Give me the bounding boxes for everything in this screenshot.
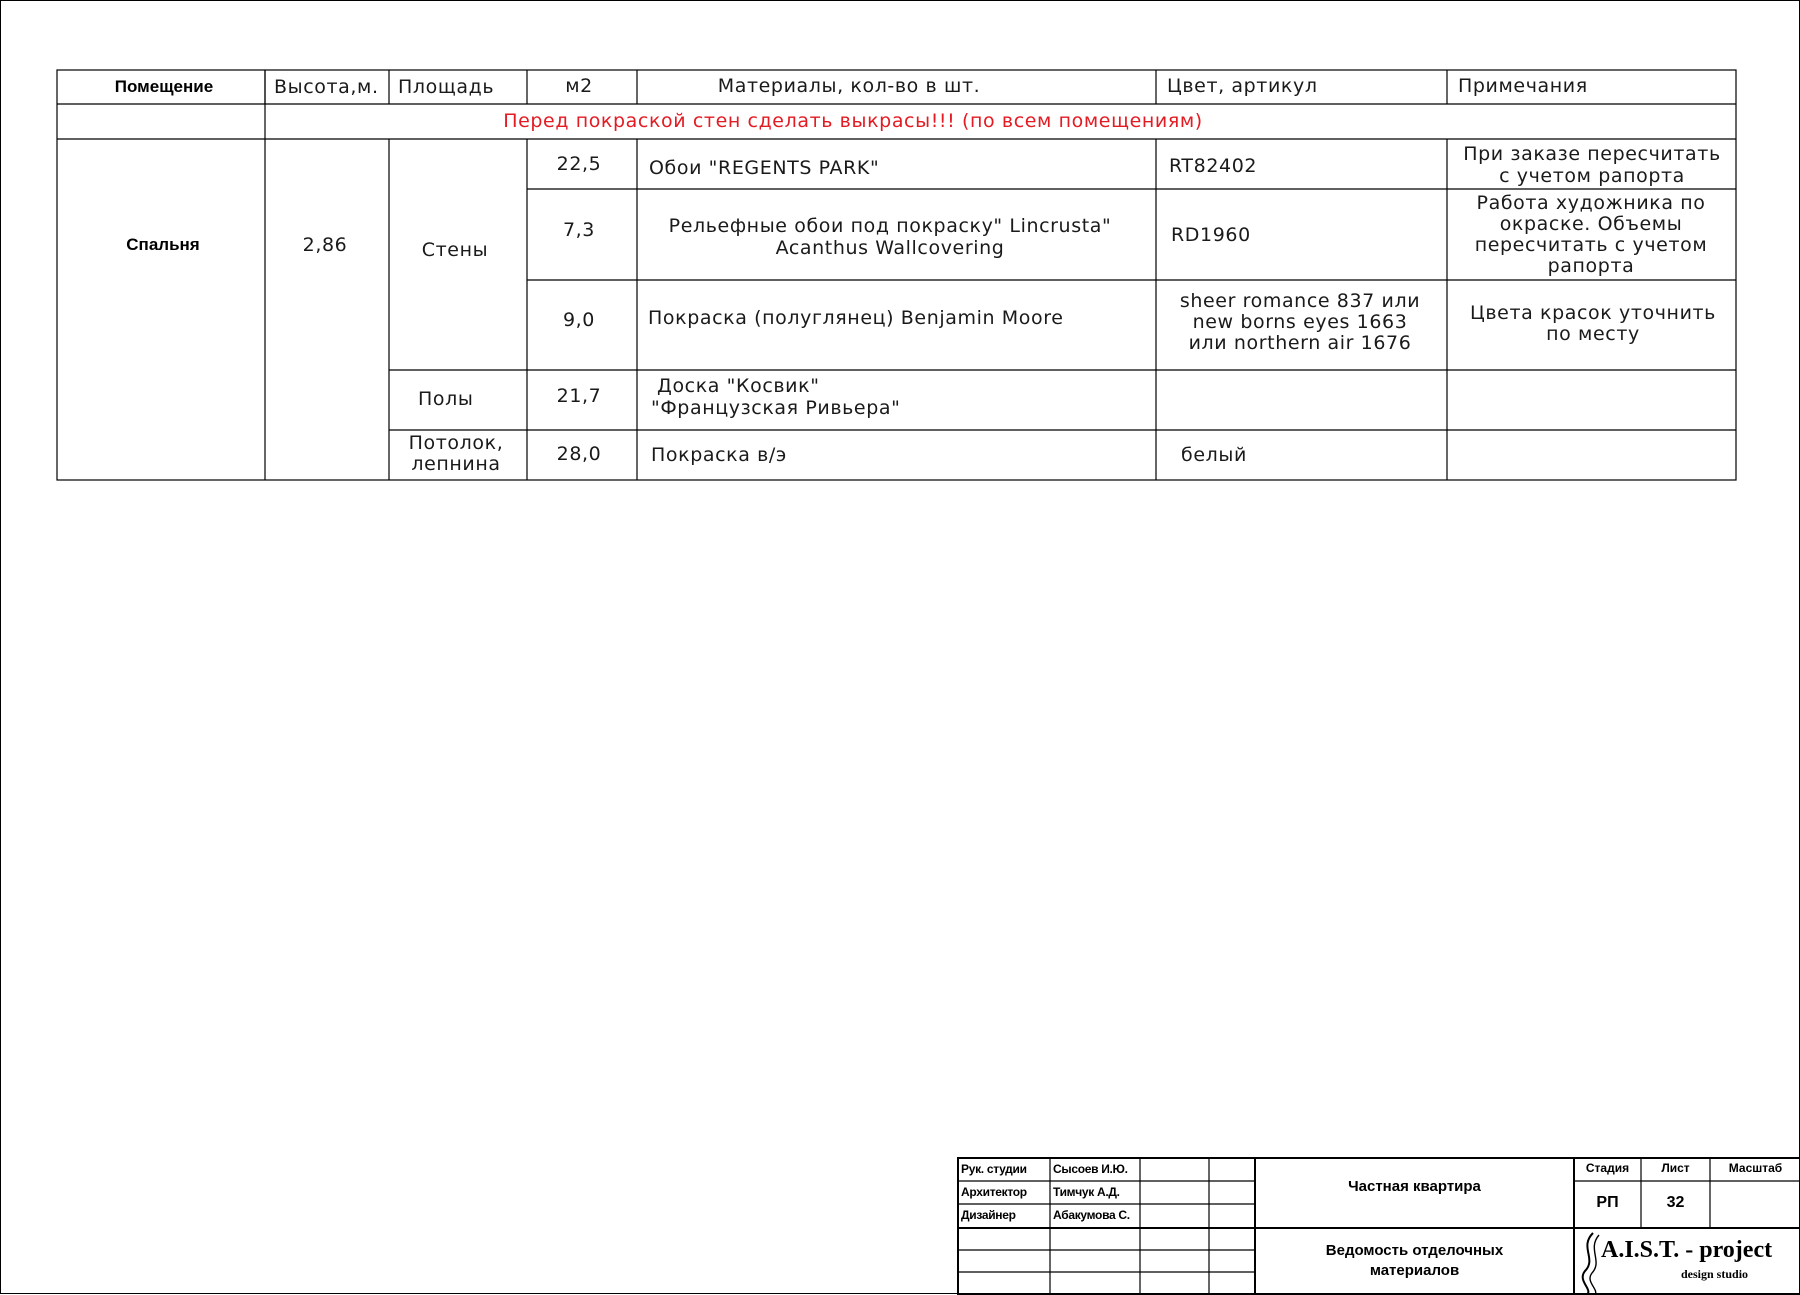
row-2-material-line-2: Acanthus Wallcovering [775, 237, 1005, 259]
row-5-color: белый [1181, 444, 1247, 466]
row-1-note-line-2: с учетом рапорта [1499, 165, 1685, 187]
row-2-note-line-1: Работа художника по [1476, 192, 1706, 214]
tb-name-architect: Тимчук А.Д. [1053, 1185, 1120, 1199]
zone-walls: Стены [421, 239, 489, 261]
tb-sheet-title-line-1: Ведомость отделочных [1325, 1242, 1504, 1259]
row-3-note-line-1: Цвета красок уточнить [1470, 302, 1716, 324]
tb-project-name: Частная квартира [1348, 1178, 1481, 1195]
row-1-material: Обои "REGENTS PARK" [649, 157, 880, 179]
studio-logo-text: A.I.S.T. - project [1601, 1237, 1773, 1263]
header-color: Цвет, артикул [1167, 75, 1318, 97]
tb-role-architect: Архитектор [961, 1185, 1027, 1199]
row-3-color-line-1: sheer romance 837 или [1179, 290, 1421, 312]
header-area: Площадь [398, 76, 495, 98]
tb-sheet-title-line-2: материалов [1369, 1262, 1460, 1279]
room-name: Спальня [126, 235, 200, 254]
row-4-qty: 21,7 [556, 385, 602, 407]
studio-logo-subtitle: design studio [1681, 1267, 1749, 1281]
zone-ceiling-line-2: лепнина [411, 453, 501, 475]
tb-role-head: Рук. студии [961, 1162, 1027, 1176]
row-3-qty: 9,0 [562, 309, 596, 331]
row-1-qty: 22,5 [556, 153, 602, 175]
row-5-qty: 28,0 [556, 443, 602, 465]
header-materials: Материалы, кол-во в шт. [717, 75, 981, 97]
tb-scale-label: Масштаб [1728, 1161, 1783, 1175]
row-2-material-line-1: Рельефные обои под покраску" Lincrusta" [668, 215, 1112, 237]
tb-sheet-value: 32 [1666, 1194, 1685, 1211]
row-1-note-line-1: При заказе пересчитать [1463, 143, 1721, 165]
header-room: Помещение [114, 77, 214, 96]
header-height: Высота,м. [274, 76, 379, 98]
tb-sheet-label: Лист [1661, 1161, 1690, 1175]
zone-ceiling-line-1: Потолок, [408, 432, 504, 454]
paint-sample-notice: Перед покраской стен сделать выкрасы!!! (по всем помещениям) [503, 110, 1203, 132]
tb-name-designer: Абакумова С. [1053, 1208, 1130, 1222]
room-height: 2,86 [302, 234, 348, 256]
row-2-note-line-2: окраске. Объемы [1499, 213, 1683, 235]
tb-name-head: Сысоев И.Ю. [1053, 1162, 1128, 1176]
row-3-material: Покраска (полуглянец) Benjamin Moore [648, 307, 1064, 329]
row-3-color-line-2: new borns eyes 1663 [1192, 311, 1408, 333]
tb-role-designer: Дизайнер [961, 1208, 1016, 1222]
row-3-color-line-3: или northern air 1676 [1188, 332, 1412, 354]
tb-stage-value: РП [1596, 1194, 1619, 1211]
row-2-color: RD1960 [1171, 224, 1251, 246]
header-notes: Примечания [1458, 75, 1588, 97]
row-3-note-line-2: по месту [1546, 323, 1640, 345]
row-2-note-line-4: рапорта [1547, 255, 1635, 277]
zone-floors: Полы [418, 388, 474, 410]
header-unit: м2 [565, 75, 593, 97]
row-4-material-line-2: "Французская Ривьера" [651, 397, 901, 419]
row-1-color: RT82402 [1169, 155, 1258, 177]
row-2-qty: 7,3 [562, 219, 596, 241]
row-5-material: Покраска в/э [651, 444, 787, 466]
tb-stage-label: Стадия [1585, 1161, 1630, 1175]
row-2-note-line-3: пересчитать с учетом [1474, 234, 1708, 256]
row-4-material-line-1: Доска "Косвик" [657, 375, 820, 397]
